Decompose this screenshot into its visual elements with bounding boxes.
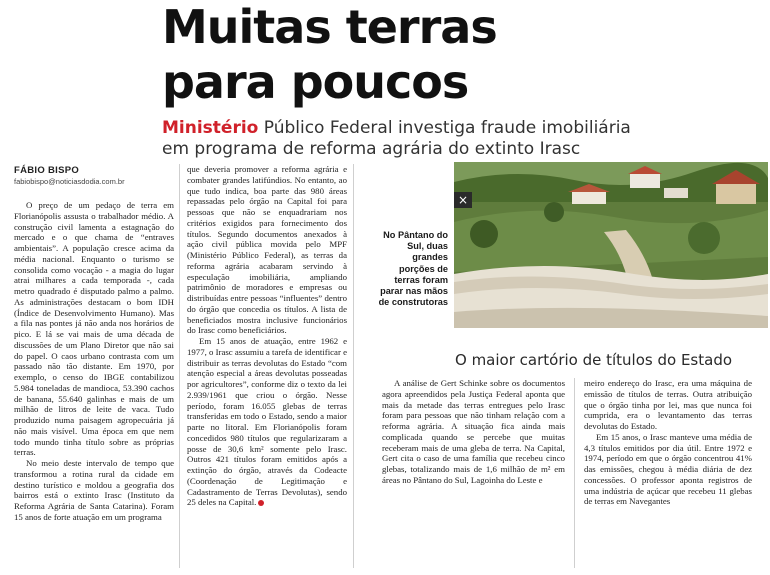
- byline: [14, 165, 194, 186]
- article-column-3: [382, 378, 565, 486]
- headline-line-2: para poucos: [162, 55, 469, 109]
- column-divider: [179, 164, 180, 568]
- deck-line-1: [162, 118, 762, 139]
- section-subhead: O maior cartório de títulos do Estado: [455, 351, 733, 369]
- headline-line-1: Muitas terras: [162, 0, 497, 54]
- beach-photo-image: [454, 162, 768, 328]
- paragraph: meiro endereço do Irasc, era uma máquina de emissão de títulos de terras. Outra atribuição que o órgão tinha por lei, mas que nunca foi cumprida, era o levantamento das terras devolutas do Estado.: [584, 378, 752, 431]
- paragraph: O preço de um pedaço de terra em Florianópolis assusta o trabalhador médio. A construção civil lamenta a estagnação do mercado e o que chama de “entraves ambientais”. A população cresce acima da média nacional. Enquanto o turismo se consolida como vocação - a magia do lugar atrai milhares a cada temporada -, cada metro quadrado é disputado palmo a palmo. As administrações destacam o bom IDH (Índice de Desenvolvimento Humano). Mas a fila nas pontes já não anda nos horários de pico. E lá se vai mais de uma década de discussões de um Plano Diretor que não sai do papel. O caos urbano contrasta com um passado não tão distante. Em 1970, por exemplo, o censo do IBGE contabilizou 5.984 toneladas de mandioca, 53.390 cachos de banana, 55.640 galinhas e mais de um milhão de litros de leite de vaca. Tudo produzido numa paisagem agropecuária já não mais visível. Uma época em que nem todo mundo tinha título sobre as próprias terras.: [14, 200, 174, 458]
- author-email[interactable]: fabiobispo@noticiasdodia.com.br: [14, 177, 125, 186]
- beach-photo: [454, 162, 768, 328]
- paragraph: [187, 336, 347, 508]
- paragraph: Em 15 anos, o Irasc manteve uma média de 4,3 títulos emitidos por dia útil. Entre 1972 e 1974, período em que o órgão concentrou 41% das emissões, chegou à média diária de dez concessões. O professor aponta registros de uma indústria de açúcar que recebeu 11 glebas de terras em Navegantes: [584, 431, 752, 507]
- paragraph: que deveria promover a reforma agrária e combater grandes latifúndios. No entanto, ao que tudo indica, boa parte das 980 áreas repassadas pelo órgão na Capital foi para pessoas que não se enquadrariam nos critérios exigidos para fornecimento dos títulos. Segundo documentos anexados à ação civil pública movida pelo MPF (Ministério Público Federal), as terras da reforma agrária acabaram servindo à especulação imobiliária, ampliando patrimônio de moradores e empresas ou distribuídas entre pessoas “influentes” dentro do órgão que concedia os títulos. A lista de beneficiados mostra inclusive funcionários do Irasc como beneficiários.: [187, 164, 347, 336]
- photo-caption: No Pântano do Sul, duas grandes porções de terras foram parar nas mãos de construtoras: [378, 230, 448, 308]
- column-divider: [574, 378, 575, 568]
- author-name: FÁBIO BISPO: [14, 165, 80, 176]
- deck: [162, 118, 762, 160]
- article-column-2: [187, 164, 347, 508]
- paragraph: No meio deste intervalo de tempo que transformou a rotina rural da cidade em destino turístico e moldou a geografia dos bairros está o extinto Irasc (Instituto da Reforma Agrária de Santa Catarina). Foram 15 anos de forte atuação em um programa: [14, 458, 174, 522]
- deck-kicker: Ministério: [162, 118, 259, 138]
- paragraph-text: Em 15 anos de atuação, entre 1962 e 1977, o Irasc assumiu a tarefa de identificar e distribuir as terras devolutas do Estado “com atenção especial a áreas devolutas posseadas por agricultores”, conforme diz o texto da lei 2.939/1961 que criou o órgão. Nesse período, foram 16.055 glebas de terras transferidas em todo o Estado, sendo a maior parte no litoral. Em Florianópolis foram concedidos 980 títulos que regularizaram a posse de 30,6 km² somente pelo Irasc. Outros 421 títulos foram emitidos após a extinção do órgão, através da Codeacte (Coordenação de Legitimação e Cadastramento de Terras Devolutas), sendo 25 deles na Capital.: [187, 336, 347, 508]
- end-mark-icon: [258, 500, 264, 506]
- deck-line-1-text: Público Federal investiga fraude imobiliária: [258, 118, 631, 138]
- headline: [162, 0, 762, 110]
- paragraph: A análise de Gert Schinke sobre os documentos agora apreendidos pela Justiça Federal aponta que mais da metade das terras entregues pelo Irasc foram para pessoas que não tinham relação com a reforma agrária. A situação fica ainda mais complicada quando se percebe que muitas receberam mais de uma gleba de terra. Na Capital, Gert cita o caso de uma família que recebeu cinco glebas, totalizando mais de 1,6 milhão de m² em áreas no Pântano do Sul, Lagoinha do Leste e: [382, 378, 565, 485]
- article-column-1: [14, 200, 174, 523]
- article-column-4: [584, 378, 752, 507]
- column-divider: [353, 164, 354, 568]
- deck-line-2: em programa de reforma agrária do extinto Irasc: [162, 139, 581, 159]
- close-icon[interactable]: ×: [454, 192, 472, 208]
